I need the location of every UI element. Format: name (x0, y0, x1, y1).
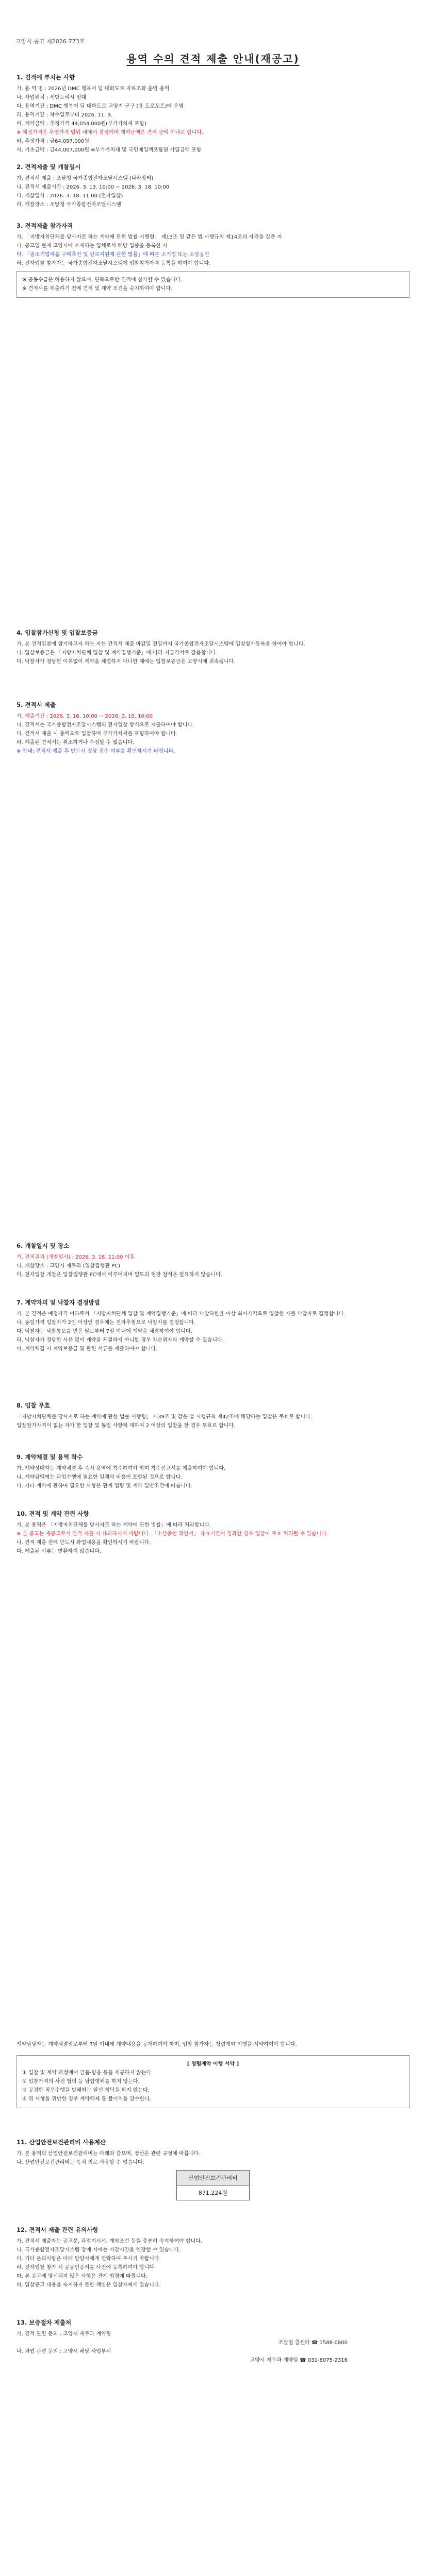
s3-line: 라. 전자입찰 참가자는 국가종합전자조달시스템에 입찰참가자격 등록을 하여야 합니다. (17, 261, 211, 266)
s4-line: 나. 입찰보증금은 「지방자치단체 입찰 및 계약집행기준」에 따라 지급각서로 갈음합니다. (17, 650, 218, 656)
s7-line: 마. 계약체결 시 계약보증금 및 관련 서류를 제출하여야 합니다. (17, 1346, 158, 1352)
s10-line: 나. 견적 제출 전에 반드시 과업내용을 확인하시기 바랍니다. (17, 1540, 151, 1546)
s6-line: 나. 개찰장소 : 고양시 재무과 (입찰집행관 PC) (17, 1263, 120, 1269)
s7-line: 라. 낙찰자가 정당한 사유 없이 계약을 체결하지 아니할 경우 차순위자와 계약할 수 있습니다. (17, 1337, 224, 1343)
s9-line: 나. 계약금액에는 과업수행에 필요한 일체의 비용이 포함된 것으로 합니다. (17, 1475, 183, 1480)
section-10-heading: 10. 견적 및 계약 관련 사항 (17, 1510, 89, 1517)
s13-line: 바. 입찰공고 내용을 숙지하지 못한 책임은 입찰자에게 있습니다. (17, 2282, 161, 2288)
section-11 (17, 2138, 409, 2204)
s4-line: 다. 낙찰자가 정당한 이유없이 계약을 체결하지 아니한 때에는 입찰보증금은 고양시에 귀속됩니다. (17, 659, 236, 665)
section-2 (17, 163, 409, 209)
safety-cost-value: 871,224원 (177, 2185, 250, 2200)
s3-line: 나. 공고일 현재 고양시에 소재하는 업체로서 해당 업종을 등록한 자 (17, 243, 168, 249)
s6-date-line: 가. 견적결과 (개찰일시) : 2026. 3. 18. 11:00 이후 (17, 1255, 135, 1260)
notice-number: 고양시 공고 제2026-773호 (15, 38, 85, 45)
section-9 (17, 1453, 409, 1490)
section-10 (17, 1510, 409, 1556)
ethics-line: ④ 위 사항을 위반한 경우 계약해제 등 불이익을 감수한다. (22, 2096, 152, 2102)
s5-date-line: 가. 제출기간 : 2026. 3. 16. 10:00 ~ 2026. 3. 18. 10:00 (17, 714, 153, 719)
s5-line: 다. 견적서 제출 시 총액으로 입찰하며 부가가치세를 포함하여야 합니다. (17, 731, 177, 737)
section-9-heading: 9. 계약체결 및 용역 착수 (17, 1453, 83, 1461)
s10-red-note: ※ 본 공고는 재공고로서 견적 제출 시 유의하시기 바랍니다. 「소상공인 확인서」 유효기간이 경과한 경우 입찰이 무효 처리될 수 있습니다. (17, 1531, 328, 1537)
s3-line: 가. 「지방자치단체를 당사자로 하는 계약에 관한 법률 시행령」 제13조 및 같은 법 시행규칙 제14조의 자격을 갖춘 자 (17, 234, 282, 240)
s10-line: 가. 본 용역은 「지방자치단체를 당사자로 하는 계약에 관한 법률」에 따라 처리합니다. (17, 1522, 211, 1528)
s7-line: 나. 동일가격 입찰자가 2인 이상인 경우에는 전자추첨으로 낙찰자를 결정합니다. (17, 1320, 196, 1326)
s8-line: 입찰참가자격이 없는 자가 한 입찰 및 동일 사항에 대하여 2 이상의 입찰을 한 경우 무효로 합니다. (17, 1423, 236, 1429)
section-2-heading: 2. 견적제출 및 개찰일시 (17, 163, 81, 171)
section-3 (17, 222, 409, 298)
section-12-heading: 12. 견적서 제출 관련 유의사항 (17, 2226, 99, 2233)
s1-line: 바. 추정가격 : 금64,097,000원 (17, 139, 89, 144)
s3-notice-box (17, 271, 409, 298)
ethics-line: ① 입찰 및 계약 과정에서 금품·향응 등을 제공하지 않는다. (22, 2070, 153, 2076)
ethics-title: [ 청렴계약 이행 서약 ] (187, 2061, 239, 2067)
safety-cost-header: 산업안전보건관리비 (177, 2171, 250, 2185)
section-12 (17, 2226, 409, 2290)
section-1-heading: 1. 견적에 부치는 사항 (17, 74, 75, 81)
s13-line: 가. 견적서 제출자는 공고문, 과업지시서, 계약조건 등을 충분히 숙지하여야 합니다. (17, 2239, 203, 2244)
s1-line: 나. 사업위치 : 세방도리시 일대 (17, 95, 87, 100)
s1-line: 다. 용역기간 : DMC 행복어 딥 대화도로 고양지 군구 (용 도로포트)에 운영 (17, 104, 184, 109)
s9-line: 가. 계약상대자는 계약체결 후 즉시 용역에 착수하여야 하며 착수신고서를 제출하여야 합니다. (17, 1466, 226, 1471)
s9-line: 다. 기타 계약에 관하여 필요한 사항은 관계 법령 및 계약 일반조건에 따릅니다. (17, 1483, 192, 1489)
section-4-heading: 4. 입찰참가신청 및 입찰보증금 (17, 629, 98, 636)
s12-line: 가. 본 용역의 산업안전보건관리비는 아래와 같으며, 정산은 관련 규정에 따릅니다. (17, 2151, 201, 2157)
section-1 (17, 73, 409, 155)
ethics-box (17, 2055, 409, 2108)
section-5-heading: 5. 견적서 제출 (17, 701, 56, 708)
ethics-line: ② 입찰가격의 사전 협의 등 담합행위를 하지 않는다. (22, 2079, 140, 2084)
section-8 (17, 1401, 409, 1430)
section-8-heading: 8. 입찰 무효 (17, 1402, 50, 1409)
s1-red-note: ※ 예정가격은 추정가격 범위 내에서 결정하며 계약금액은 견적 금액 이내로 합니다. (17, 130, 204, 135)
section-ethics (17, 2040, 409, 2108)
s3-box-line: ※ 공동수급은 허용하지 않으며, 단독으로만 견적에 참가할 수 있습니다. (22, 277, 183, 283)
s2-line: 가. 견적서 제출 : 조달청 국가종합전자조달시스템 (나라장터) (17, 176, 154, 181)
s8-line: 「지방자치단체를 당사자로 하는 계약에 관한 법률 시행령」 제39조 및 같은 법 시행규칙 제42조에 해당하는 입찰은 무효로 합니다. (17, 1414, 312, 1420)
s14-contact: 고양시 재무과 계약팀 ☎ 031-8075-2316 (250, 2358, 348, 2363)
s5-line: 라. 제출된 견적서는 취소하거나 수정할 수 없습니다. (17, 740, 135, 745)
section-7 (17, 1298, 409, 1353)
section-13 (17, 2318, 409, 2365)
s6-line: 다. 전자입찰 개찰은 입찰집행관 PC에서 이루어지며 별도의 현장 참석은 필요하지 않습니다. (17, 1272, 222, 1278)
ethics-line: ③ 공정한 직무수행을 방해하는 알선·청탁을 하지 않는다. (22, 2088, 150, 2093)
section-5 (17, 701, 409, 756)
section-4 (17, 629, 409, 666)
section-13-heading: 13. 보증절차 제출처 (17, 2319, 72, 2326)
section-6 (17, 1242, 409, 1279)
section-6-heading: 6. 개찰일시 및 장소 (17, 1242, 70, 1249)
section-11-heading: 11. 산업안전보건관리비 사용계산 (17, 2139, 106, 2146)
s5-line: 나. 견적서는 국가종합전자조달시스템의 전자입찰 방식으로 제출하여야 합니다. (17, 722, 194, 728)
s14-contact: 조달청 콜센터 ☎ 1588-0800 (278, 2340, 348, 2346)
s7-line: 가. 본 견적은 예정가격 이하로서 「지방자치단체 입찰 및 계약집행기준」에 따라 낙찰하한율 이상 최저가격으로 입찰한 자를 낙찰자로 결정합니다. (17, 1311, 346, 1317)
s7-line: 다. 낙찰자는 낙찰통보를 받은 날로부터 7일 이내에 계약을 체결하여야 합니다. (17, 1329, 192, 1334)
s13-line: 나. 국가종합전자조달시스템 장애 시에는 마감시간을 연장할 수 있습니다. (17, 2247, 181, 2253)
safety-cost-table (176, 2170, 250, 2200)
section-3-heading: 3. 견적제출 참가자격 (17, 222, 73, 229)
s2-line: 다. 개찰일시 : 2026. 3. 18. 11:00 (전자입찰) (17, 193, 123, 199)
ethics-notice: 계약담당자는 계약체결일로부터 7일 이내에 계약내용을 공개하여야 하며, 입찰 참가자는 청렴계약 이행을 서약하여야 합니다. (17, 2042, 297, 2047)
s14-line: 가. 견적 관련 문의 : 고양시 재무과 계약팀 (17, 2331, 111, 2337)
s4-line: 가. 본 견적입찰에 참가하고자 하는 자는 견적서 제출 마감일 전일까지 국가종합전자조달시스템에 입찰참가등록을 하여야 합니다. (17, 641, 305, 647)
s13-line: 마. 본 공고에 명시되지 않은 사항은 관계 법령에 따릅니다. (17, 2274, 148, 2279)
s1-line: 라. 용역기간 : 착수일로부터 2026. 11. 9. (17, 112, 112, 118)
s1-line: 사. 기초금액 : 금44,007,000원 ※부가가치세 및 국민매입액포함된 가입금액 포함 (17, 147, 202, 153)
s13-line: 라. 전자입찰 참가 시 공동인증서를 사전에 등록하여야 합니다. (17, 2265, 156, 2270)
s2-line: 나. 견적서 제출기간 : 2026. 3. 13. 10:00 ~ 2026. 3. 18. 10:00 (17, 184, 170, 190)
s5-note: ※ 안내: 견적서 제출 후 반드시 정상 접수 여부를 확인하시기 바랍니다. (17, 749, 175, 754)
s3-line-highlight: 다. 「중소기업제품 구매촉진 및 판로지원에 관한 법률」에 따른 소기업 또는 소상공인 (17, 252, 209, 258)
section-7-heading: 7. 계약자의 및 낙찰자 결정방법 (17, 1299, 100, 1306)
page-title: 용역 수의 견적 제출 안내(재공고) (126, 53, 300, 65)
s1-line: 가. 용 역 명 : 2026년 DMC 행복어 딥 대화도로 자료조화 운영 용역 (17, 86, 170, 92)
s3-box-line: ※ 견적서를 제출하기 전에 견적 및 계약 조건을 숙지하여야 합니다. (22, 286, 173, 292)
s2-line: 라. 개찰장소 : 조달청 국가종합전자조달시스템 (17, 202, 121, 208)
s13-line: 다. 기타 문의사항은 아래 담당자에게 연락하여 주시기 바랍니다. (17, 2256, 161, 2262)
s14-line: 나. 과업 관련 문의 : 고양시 해당 사업부서 (17, 2349, 111, 2354)
s12-line: 나. 산업안전보건관리비는 목적 외로 사용할 수 없습니다. (17, 2160, 144, 2165)
s1-line: 마. 계약금액 : 추정가격 44,054,000원(부가가치세 포함) (17, 121, 146, 127)
s10-line: 다. 제출된 서류는 반환하지 않습니다. (17, 1549, 101, 1554)
